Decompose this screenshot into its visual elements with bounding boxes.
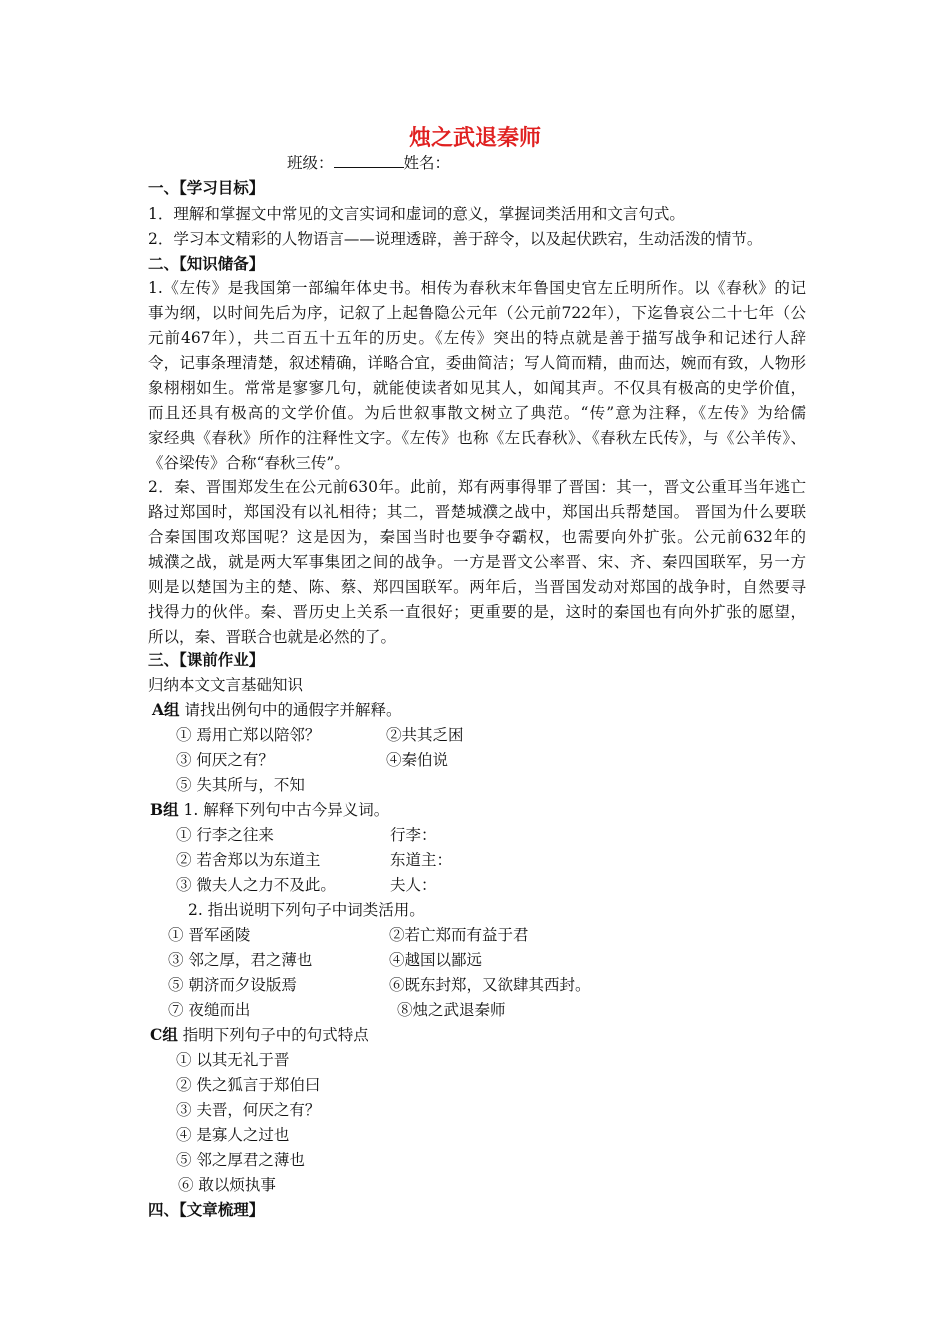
list-item: 行李：	[390, 826, 437, 844]
group-c-header	[150, 1024, 369, 1046]
group-b-header	[150, 799, 389, 821]
list-item: ⑤ 朝济而夕设版焉	[168, 976, 297, 994]
homework-intro: 归纳本文文言基础知识	[148, 676, 304, 694]
group-b-prompt-1: 1. 解释下列句中古今异义词。	[183, 801, 390, 819]
list-item: ④越国以鄙远	[389, 951, 483, 969]
group-c-label: C组	[150, 1025, 178, 1044]
group-a-header	[152, 699, 401, 721]
goal-item-1: 1．理解和掌握文中常见的文言实词和虚词的意义，掌握词类活用和文言句式。	[148, 205, 685, 223]
list-item: ④秦伯说	[386, 751, 449, 769]
list-item: ②若亡郑而有益于君	[389, 926, 529, 944]
paragraph-line: 《谷梁传》合称“春秋三传”。	[148, 454, 350, 472]
class-label: 班级：	[287, 154, 334, 172]
list-item: ② 若舍郑以为东道主	[176, 851, 321, 869]
paragraph-line: 元前467年），共二百五十五年的历史。《左传》突出的特点就是善于描写战争和记述行人辞	[148, 329, 806, 347]
group-c-prompt: 指明下列句子中的句式特点	[182, 1026, 369, 1044]
section-heading-3: 三、【课前作业】	[148, 650, 265, 669]
paragraph-line: 象栩栩如生。常常是寥寥几句，就能使读者如见其人，如闻其声。不仅具有极高的史学价值，	[148, 379, 806, 397]
paragraph-line: 1.《左传》是我国第一部编年体史书。相传为春秋末年鲁国史官左丘明所作。以《春秋》的记	[148, 279, 806, 297]
page-title: 烛之武退秦师	[408, 126, 541, 151]
paragraph-line: 而且还具有极高的文学价值。为后世叙事散文树立了典范。“传”意为注释，《左传》为给儒	[148, 404, 806, 422]
knowledge-paragraph-1	[148, 276, 806, 476]
group-b-prompt-2: 2. 指出说明下列句子中词类活用。	[188, 901, 425, 919]
class-blank	[334, 153, 404, 168]
list-item: ① 以其无礼于晋	[176, 1051, 290, 1069]
section-heading-4: 四、【文章梳理】	[148, 1200, 265, 1219]
list-item: ① 行李之往来	[176, 826, 274, 844]
list-item: ① 晋军函陵	[168, 926, 251, 944]
paragraph-line: 城濮之战，就是两大军事集团之间的战争。一方是晋文公率晋、宋、齐、秦四国联军，另一方	[148, 553, 806, 571]
list-item: ④ 是寡人之过也	[176, 1126, 290, 1144]
group-b-label: B组	[150, 800, 179, 819]
list-item: ③ 夫晋，何厌之有？	[176, 1101, 321, 1119]
list-item: ⑤ 失其所与，不知	[176, 776, 305, 794]
group-a-prompt: 请找出例句中的通假字并解释。	[184, 701, 402, 719]
knowledge-paragraph-2	[148, 475, 806, 650]
name-label: 姓名：	[403, 154, 451, 172]
list-item: ③ 邻之厚，君之薄也	[168, 951, 313, 969]
list-item: ③ 何厌之有？	[176, 751, 274, 769]
list-item: ⑥既东封郑，又欲肆其西封。	[389, 976, 591, 994]
paragraph-line: 事为纲，以时间先后为序，记叙了上起鲁隐公元年（公元前722年），下迄鲁哀公二十七年（公	[148, 304, 806, 322]
group-a-label: A组	[152, 700, 180, 719]
list-item: ① 焉用亡郑以陪邻？	[176, 726, 321, 744]
list-item: ⑧烛之武退秦师	[397, 1001, 506, 1019]
list-item: ⑤ 邻之厚君之薄也	[176, 1151, 305, 1169]
list-item: 夫人：	[390, 876, 437, 894]
list-item: ②共其乏困	[386, 726, 464, 744]
list-item: ⑦ 夜缒而出	[168, 1001, 251, 1019]
paragraph-line: 所以，秦、晋联合也就是必然的了。	[148, 628, 397, 646]
paragraph-line: 2．秦、晋围郑发生在公元前630年。此前，郑有两事得罪了晋国：其一，晋文公重耳当年逃亡	[148, 478, 806, 496]
list-item: ⑥ 敢以烦执事	[178, 1176, 276, 1194]
section-heading-1: 一、【学习目标】	[148, 178, 265, 197]
paragraph-line: 找得力的伙伴。秦、晋历史上关系一直很好；更重要的是，这时的秦国也有向外扩张的愿望，	[148, 603, 806, 621]
list-item: ② 佚之狐言于郑伯曰	[176, 1076, 321, 1094]
list-item: 东道主：	[390, 851, 453, 869]
list-item: ③ 微夫人之力不及此。	[176, 876, 336, 894]
paragraph-line: 则是以楚国为主的楚、陈、蔡、郑四国联军。两年后，当晋国发动对郑国的战争时，自然要寻	[148, 578, 806, 596]
paragraph-line: 令，记事条理清楚，叙述精确，详略合宜，委曲简洁；写人简而精，曲而达，婉而有致，人物形	[148, 354, 806, 372]
section-heading-2: 二、【知识储备】	[148, 254, 265, 273]
goal-item-2: 2．学习本文精彩的人物语言——说理透辟，善于辞令，以及起伏跌宕，生动活泼的情节。	[148, 230, 763, 248]
paragraph-line: 路过郑国时，郑国没有以礼相待；其二，晋楚城濮之战中，郑国出兵帮楚国。 晋国为什么要联	[148, 503, 806, 521]
paragraph-line: 合秦国围攻郑国呢？这是因为，秦国当时也要争夺霸权，也需要向外扩张。公元前632年的	[148, 528, 806, 546]
paragraph-line: 家经典《春秋》所作的注释性文字。《左传》也称《左氏春秋》、《春秋左氏传》，与《公羊传》、	[148, 429, 806, 447]
student-info-line	[287, 152, 450, 174]
